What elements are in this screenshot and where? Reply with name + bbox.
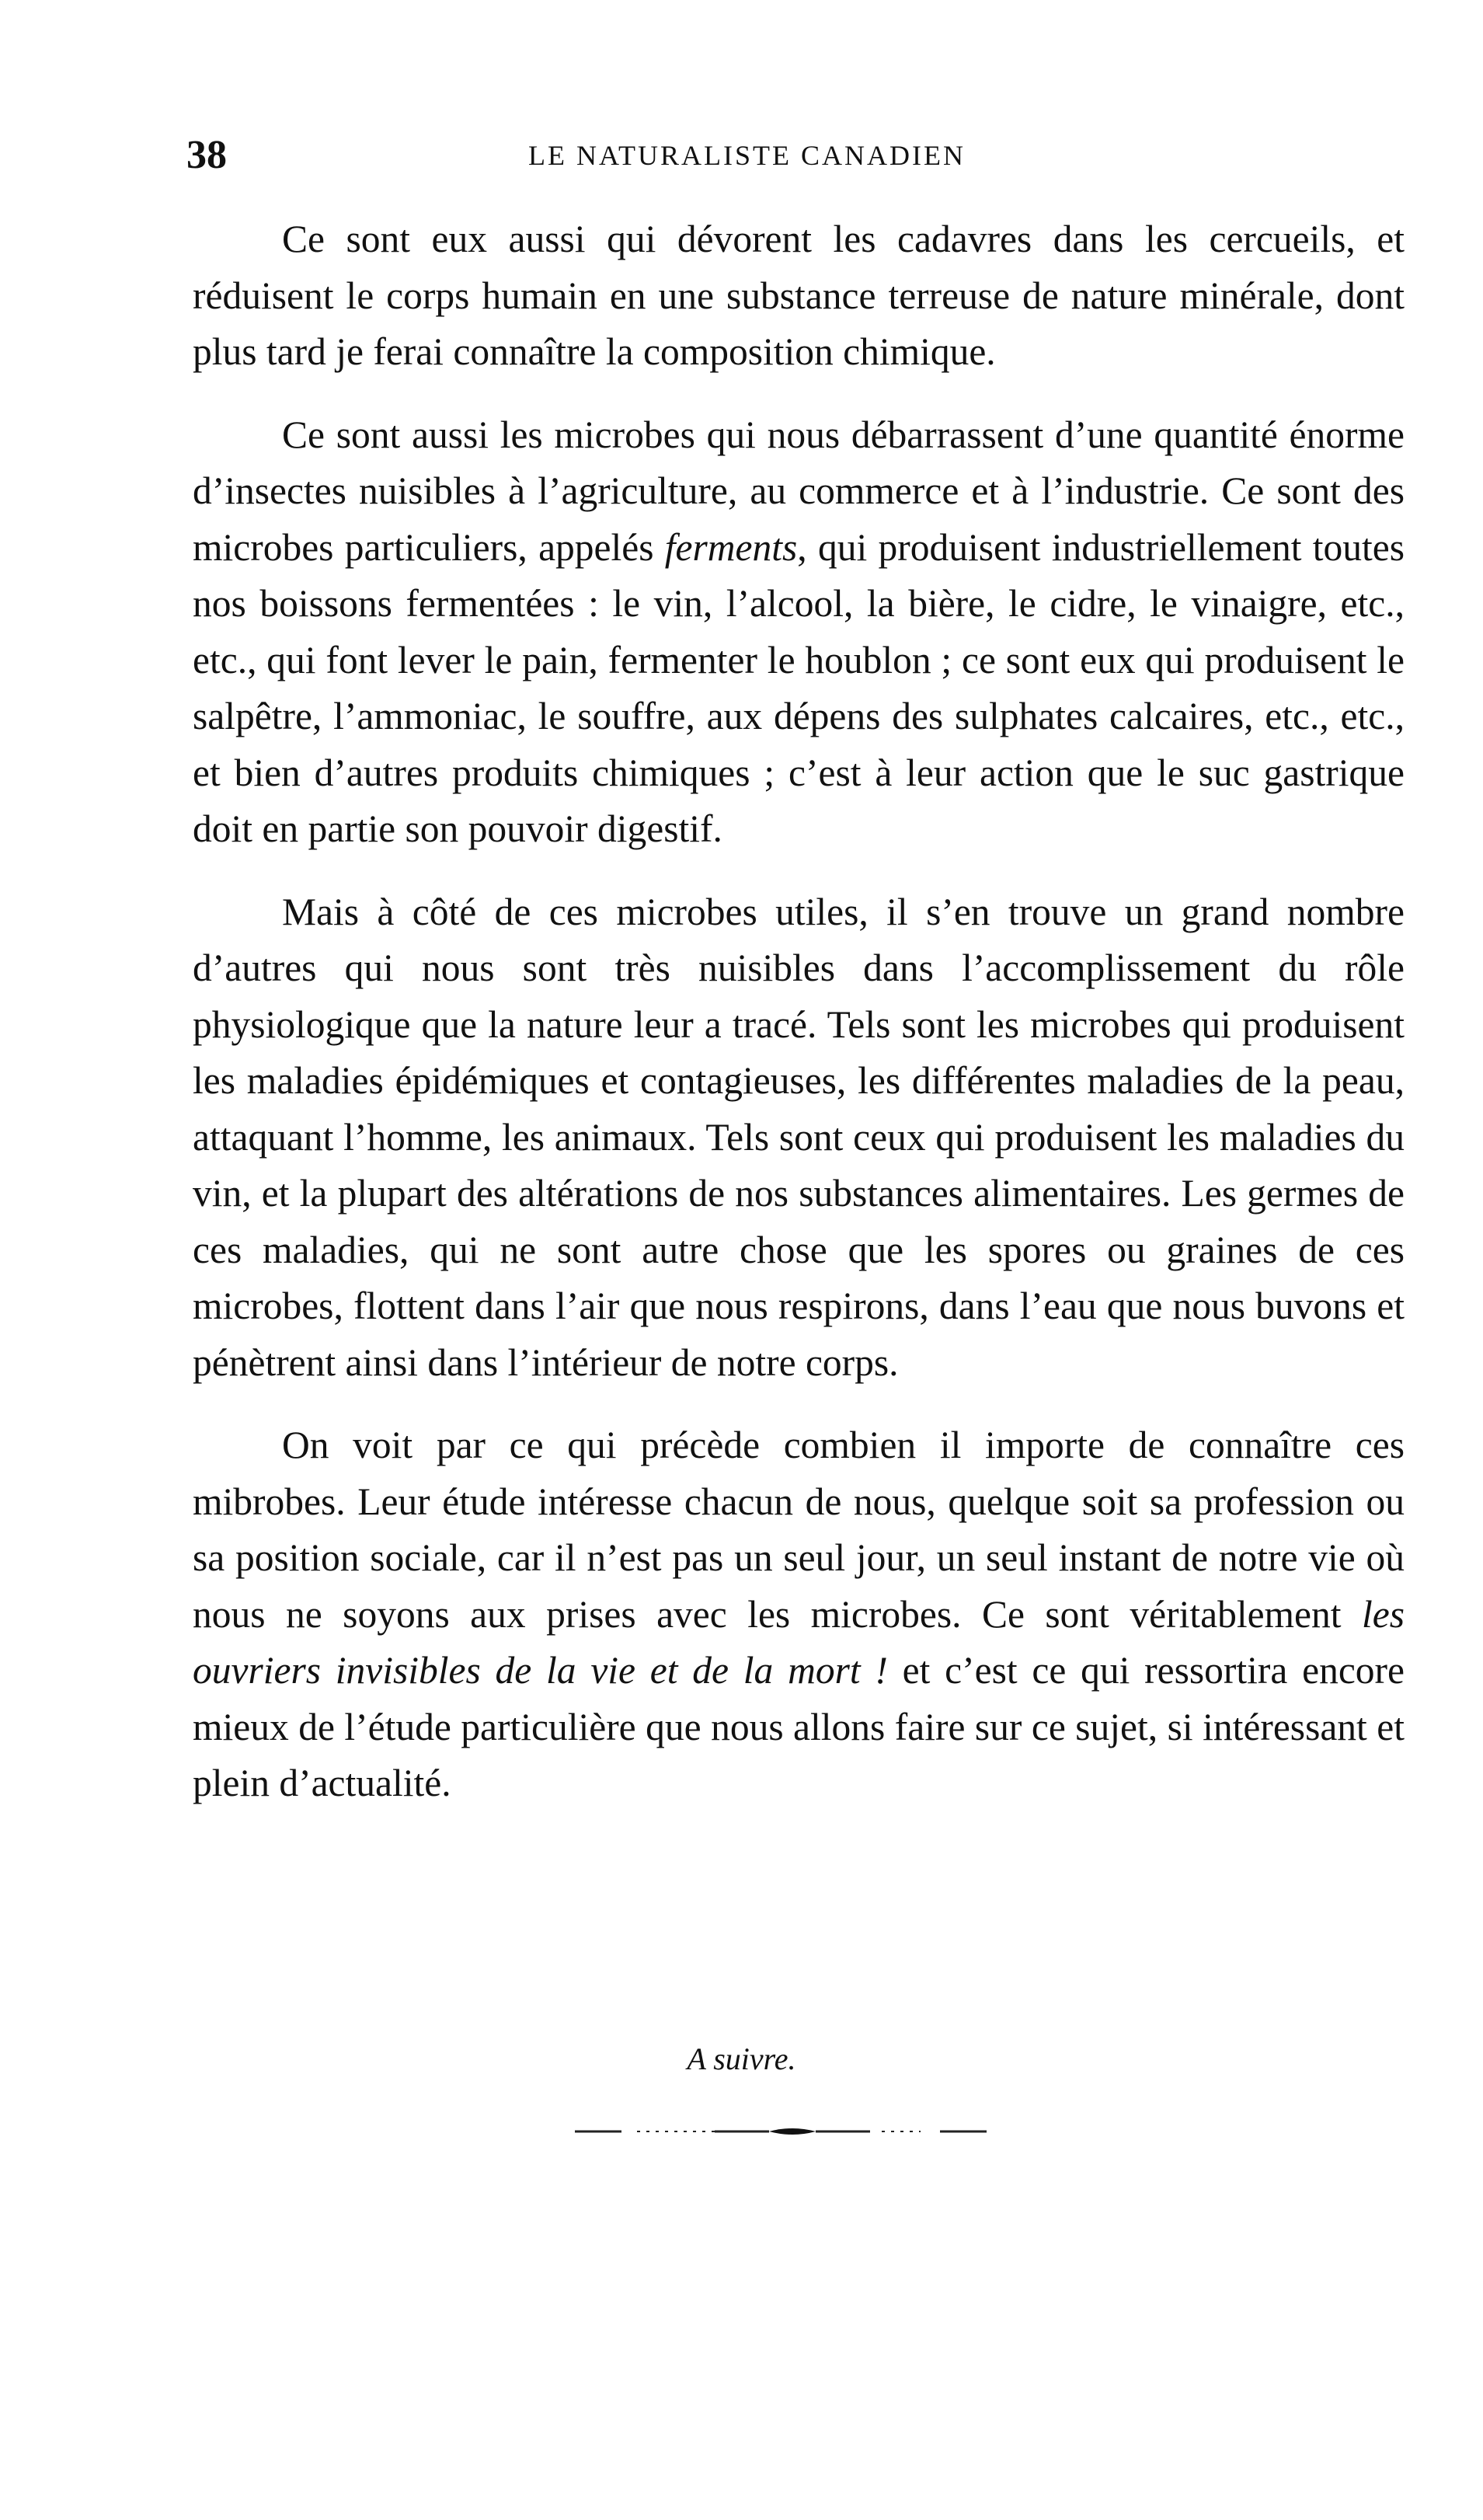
- paragraph-1: [193, 211, 1405, 381]
- body-text: [193, 211, 1405, 1839]
- end-ornament: [575, 2120, 994, 2143]
- paragraph-4: [193, 1417, 1405, 1812]
- text-segment: Ce sont aussi les microbes qui nous débarrassent d’une quantité énorme d’insectes nuisibles à l’agriculture, au commerce et à l’industrie. Ce sont des microbes particuliers, appelés: [193, 413, 1405, 569]
- page-header: [186, 124, 1422, 186]
- paragraph-2: [193, 407, 1405, 858]
- text-segment: Mais à côté de ces microbes utiles, il s’en trouve un grand nombre d’autres qui nous sont très nuisibles dans l’accomplissement du rôle physiologique que la nature leur a tracé. Tels sont les microbes qui produisent les maladies épidémiques et contagieuses, les différentes maladies de la peau, attaquant l’homme, les animaux. Tels sont ceux qui produisent les maladies du vin, et la plupart des altérations de nos substances alimentaires. Les germes de ces maladies, qui ne sont autre chose que les spores ou graines de ces microbes, flottent dans l’air que nous respirons, dans l’eau que nous buvons et pénètrent ainsi dans l’intérieur de notre corps.: [193, 890, 1405, 1384]
- page-number: 38: [186, 133, 227, 177]
- text-segment: On voit par ce qui précède combien il importe de connaître ces mibrobes. Leur étude intéresse chacun de nous, quelque soit sa profession ou sa position sociale, car il n’est pas un seul jour, un seul instant de notre vie où nous ne soyons aux prises avec les microbes. Ce sont véritablement: [193, 1424, 1405, 1636]
- text-segment: , qui produisent industriellement toutes nos boissons fermentées : le vin, l’alcool, la bière, le cidre, le vinaigre, etc., etc., qui font lever le pain, fermenter le houblon ; ce sont eux qui produisent le salpêtre, l’ammoniac, le souffre, aux dépens des sulphates calcaires, etc., etc., et bien d’autres produits chimiques ; c’est à leur action que le suc gastrique doit en partie son pouvoir digestif.: [193, 525, 1405, 850]
- italic-term-ferments: ferments: [664, 525, 798, 569]
- text-segment: Ce sont eux aussi qui dévorent les cadavres dans les cercueils, et réduisent le corps humain en une substance terreuse de nature minérale, dont plus tard je ferai connaître la composition chimique.: [193, 218, 1405, 373]
- paragraph-3: [193, 884, 1405, 1392]
- text-segment: et c’est ce qui ressortira encore mieux de l’étude particulière que nous allons faire sur ce sujet, si intéressant et plein d’actualité.: [193, 1649, 1405, 1804]
- italic-phrase: les ouvriers invisibles de la vie et de la mort !: [193, 1592, 1405, 1692]
- running-title: LE NATURALISTE CANADIEN: [528, 140, 966, 171]
- continuation-note: A suivre.: [687, 2041, 796, 2076]
